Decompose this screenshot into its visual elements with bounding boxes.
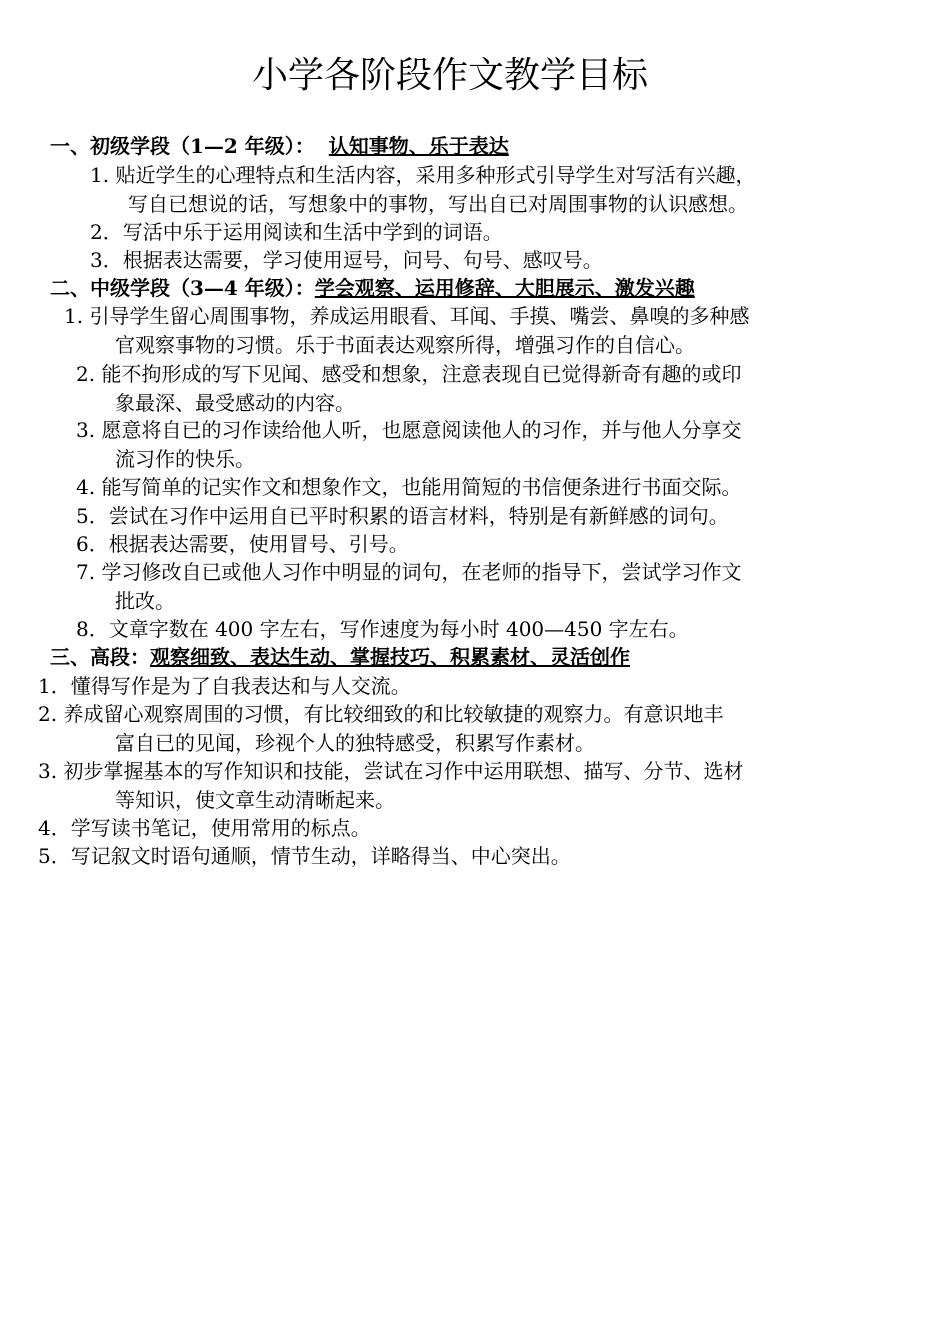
list-item-line: 富自已的见闻，珍视个人的独特感受，积累写作素材。: [115, 731, 595, 755]
list-item-line: 2. 能不拘形成的写下见闻、感受和想象，注意表现自已觉得新奇有趣的或印: [76, 362, 742, 386]
section-label: 二、中级学段（3—4 年级）：: [50, 276, 315, 300]
document-title: 小学各阶段作文教学目标: [251, 55, 648, 96]
section-heading-middle: [50, 274, 695, 303]
list-item-line: 5．尝试在习作中运用自已平时积累的语言材料，特别是有新鲜感的词句。: [76, 504, 729, 528]
section-theme: 学会观察、运用修辞、大胆展示、激发兴趣: [314, 276, 695, 300]
list-item-line: 3．根据表达需要，学习使用逗号，问号、句号、感叹号。: [90, 248, 603, 272]
list-item-line: 7. 学习修改自已或他人习作中明显的词句，在老师的指导下，尝试学习作文: [76, 560, 742, 584]
list-item-line: 5．写记叙文时语句通顺，情节生动，详略得当、中心突出。: [38, 844, 571, 868]
list-item-line: 3. 愿意将自已的习作读给他人听，也愿意阅读他人的习作，并与他人分享交: [76, 418, 742, 442]
list-item-line: 流习作的快乐。: [115, 447, 255, 471]
section-theme: 观察细致、表达生动、掌握技巧、积累素材、灵活创作: [150, 645, 630, 669]
list-item-line: 等知识，使文章生动清晰起来。: [115, 788, 395, 812]
list-item-line: 8．文章字数在 400 字左右，写作速度为每小时 400—450 字左右。: [76, 617, 689, 641]
list-item-line: 3. 初步掌握基本的写作知识和技能，尝试在习作中运用联想、描写、分节、选材: [38, 759, 744, 783]
list-item-line: 1. 引导学生留心周围事物，养成运用眼看、耳闻、手摸、嘴尝、鼻嗅的多种感: [64, 304, 750, 328]
list-item-line: 1. 贴近学生的心理特点和生活内容，采用多种形式引导学生对写活有兴趣，: [90, 163, 756, 187]
section-heading-upper: [50, 643, 630, 672]
list-item-line: 批改。: [115, 589, 175, 613]
list-item-line: 写自已想说的话，写想象中的事物，写出自已对周围事物的认识感想。: [128, 192, 748, 216]
list-item-line: 2．写活中乐于运用阅读和生活中学到的词语。: [90, 220, 503, 244]
section-theme: 认知事物、乐于表达: [328, 134, 509, 158]
list-item-line: 2. 养成留心观察周围的习惯，有比较细致的和比较敏捷的观察力。有意识地丰: [38, 702, 724, 726]
section-label: 一、初级学段（1—2 年级）：: [50, 134, 315, 158]
list-item-line: 4. 能写简单的记实作文和想象作文，也能用简短的书信便条进行书面交际。: [76, 475, 742, 499]
list-item-line: 官观察事物的习惯。乐于书面表达观察所得，增强习作的自信心。: [115, 333, 695, 357]
list-item-line: 象最深、最受感动的内容。: [115, 391, 355, 415]
list-item-line: 1．懂得写作是为了自我表达和与人交流。: [38, 674, 411, 698]
section-heading-primary: [50, 132, 509, 161]
list-item-line: 6．根据表达需要，使用冒号、引号。: [76, 532, 409, 556]
list-item-line: 4．学写读书笔记，使用常用的标点。: [38, 816, 371, 840]
section-label: 三、高段：: [50, 645, 150, 669]
